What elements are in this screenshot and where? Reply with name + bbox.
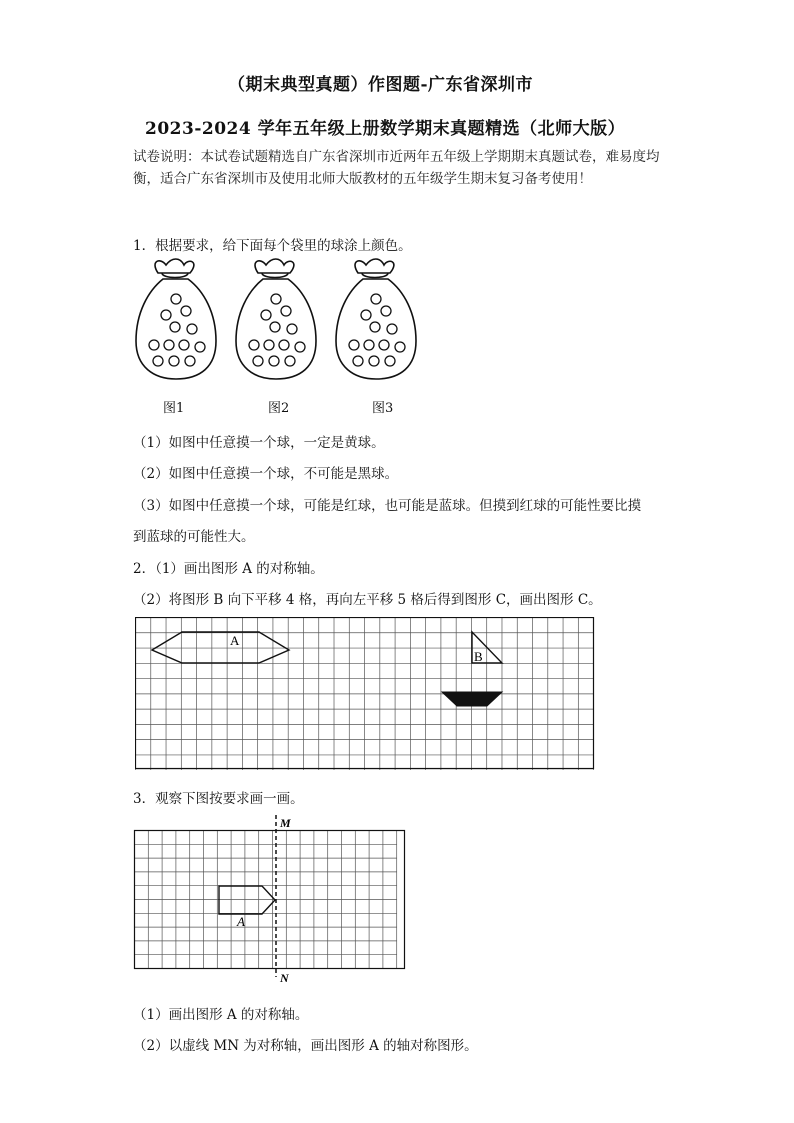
- caption-fig3: 图3: [372, 401, 394, 416]
- q3-stem: 3．观察下图按要求画一画。: [133, 791, 304, 807]
- q3-sub1: （1）画出图形 A 的对称轴。: [133, 1007, 309, 1023]
- q1-sub1: （1）如图中任意摸一个球，一定是黄球。: [133, 435, 385, 451]
- bag-1: [136, 259, 216, 379]
- black-boat-shape: [442, 692, 502, 706]
- page-subtitle: 2023-2024 学年五年级上册数学期末真题精选（北师大版）: [145, 119, 626, 139]
- shape-a-arrow: [219, 886, 275, 914]
- shape-b-label: B: [474, 649, 483, 664]
- exam-note: 试卷说明：本试卷试题精选自广东省深圳市近两年五年级上学期期末真题试卷，难易度均衡，适合广东省深圳市及使用北师大版教材的五年级学生期末复习备考使用！: [133, 149, 660, 187]
- q2-grid-figure: [135, 617, 595, 770]
- q3-grid: [135, 831, 397, 969]
- m-label: M: [280, 816, 291, 830]
- n-label: N: [280, 971, 289, 985]
- q1-bags-figure: [120, 255, 440, 385]
- q2-grid: [136, 618, 594, 771]
- q2-sub2: （2）将图形 B 向下平移 4 格，再向左平移 5 格后得到图形 C，画出图形 C。: [133, 592, 602, 608]
- q3-grid-figure: [130, 813, 410, 988]
- shape-a-arrow-label: A: [237, 914, 245, 929]
- q3-sub2: （2）以虚线 MN 为对称轴，画出图形 A 的轴对称图形。: [133, 1038, 478, 1054]
- q2-sub1: 2．（1）画出图形 A 的对称轴。: [133, 561, 324, 577]
- q1-sub2: （2）如图中任意摸一个球，不可能是黑球。: [133, 466, 399, 482]
- page-title: （期末典型真题）作图题-广东省深圳市: [228, 75, 534, 95]
- q1-sub3-line2: 到蓝球的可能性大。: [133, 529, 255, 545]
- bag-2: [236, 259, 316, 379]
- shape-a-label: A: [230, 633, 240, 648]
- caption-fig2: 图2: [268, 401, 290, 416]
- caption-fig1: 图1: [163, 401, 185, 416]
- shape-a: [152, 632, 289, 663]
- bag-3: [336, 259, 416, 379]
- q1-sub3-line1: （3）如图中任意摸一个球，可能是红球，也可能是蓝球。但摸到红球的可能性要比摸: [133, 498, 642, 514]
- q1-stem: 1．根据要求，给下面每个袋里的球涂上颜色。: [133, 238, 412, 254]
